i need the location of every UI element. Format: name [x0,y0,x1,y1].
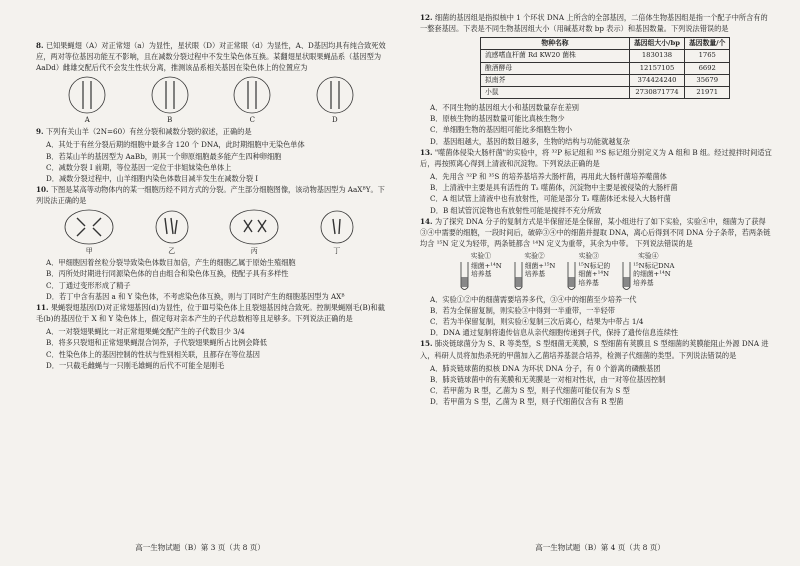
option: C．性染色体上的基因控制的性状与性别相关联，且都存在等位基因 [46,349,260,359]
option: C．丁通过变形形成了精子 [46,280,131,290]
test-tube-icon [622,262,631,292]
cell-division-diagrams [46,208,376,257]
cell-circle-icon [311,75,359,115]
dividing-cell-icon [315,208,359,246]
option: B．丙所处时期进行同源染色体的自由组合和染色体互换，使配子具有多样性 [46,269,289,279]
question-15: 15. 肺炎链球菌分为 S、R 等类型，S 型细菌无荚膜，S 型细菌有荚膜且 S 型细菌的荚膜能阻止外源 DNA 进入，科研人员将加热杀死的甲菌加入乙菌培养基混合培养，检测子代细菌的类型。下列说法错误的是 [420,339,769,360]
cell-circle-icon [63,75,111,115]
option: D．若甲菌为 S 型，乙菌为 R 型，则子代细菌仅含有 R 型菌 [430,397,624,407]
dividing-cell-icon [63,208,115,246]
option: A．肺炎链球菌的拟核 DNA 为环状 DNA 分子，有 0 个游离的磷酸基团 [430,363,661,373]
test-tube-icon [460,262,469,292]
question-8-stem: 已知果蝇翅（A）对正常翅（a）为显性，星状眼（D）对正常眼（d）为显性，A、D基因均具有纯合致死效应，两对等位基因功能互不影响，且在减数分裂过程中不发生染色体互换。某翻翅星状眼果蝇品系（基因型为 AaDd）雌雄交配后代不会发生性状分离，推测该品系相关基因在染色体上的位置应为 [36,41,386,73]
option: C．A 组试管上清液中也有放射性，可能是部分 T₂ 噬菌体还未侵入大肠杆菌 [430,194,671,204]
genome-table: 物种名称 基因组大小/bp 基因数量/个 流感嗜血杆菌 Rd KW20 菌株 1830138 1765 酿酒酵母 12157105 6692 拟南芥 374424240 35679 小鼠 2730871774 21971 [480,37,730,99]
option: C．减数分裂 I 前期，等位基因一定位于非姐妹染色单体上 [46,162,232,172]
experiment-3: 实验③ ¹⁵N标记的 细菌+¹⁴N 培养基 [567,251,610,292]
question-13: 13. "噬菌体侵染大肠杆菌"的实验中，将 ³²P 标记组和 ³⁵S 标记组分别定义为 A 组和 B 组。经过搅拌时间适宜后，再按照离心得到上清液和沉淀物。下列说法正确的是 [420,147,772,168]
chromosome-diagram-a: A [63,75,111,126]
cell-ding: 丁 [315,208,359,257]
question-14: 14. 为了探究 DNA 分子的复制方式是半保留还是全保留，某小组进行了如下实验，实验④中，细菌为了获得③④中需要的细胞，一段时间后，破碎③④中的细菌并提取 DNA，离心后得到不同 DNA 分子条带，若两条链均含 ¹⁵N 定义为轻带，两条链都含 ¹⁴N 定义为重带，其余为中带。 下列说法错误的是 [420,216,771,249]
option: D．B 组试管沉淀物也有放射性可能是搅拌不充分所致 [430,205,602,215]
option: D．基因组越大，基因的数目越多，生物的结构与功能就越复杂 [430,136,630,146]
page-footer: 高一生物试题（B）第 3 页（共 8 页） [135,543,265,553]
chromosome-diagram-d: D [311,75,359,126]
page-footer: 高一生物试题（B）第 4 页（共 8 页） [535,543,665,553]
table-row: 拟南芥 374424240 35679 [481,74,730,86]
page-4 [400,0,800,566]
experiment-1: 实验① 细菌+¹⁴N 培养基 [460,251,502,292]
option: A．其处于有丝分裂后期的细胞中最多含 120 个 DNA，此时期细胞中无染色单体 [46,140,305,150]
option: A．不同生物的基因组大小和基因数量存在差别 [430,103,579,113]
experiment-2: 实验② 细菌+¹⁵N 培养基 [514,251,556,292]
option: A．先用含 ³²P 和 ³⁵S 的培养基培养大肠杆菌，再用此大肠杆菌培养噬菌体 [430,172,667,182]
test-tube-icon [567,262,576,292]
cell-bing: 丙 [228,208,280,257]
option: D．一只截毛雌蝇与一只刚毛雄蝇的后代不可能全是刚毛 [46,360,225,370]
experiment-tubes [460,251,774,292]
option: A．一对裂翅果蝇比一对正常翅果蝇交配产生的子代数目少 3/4 [46,327,245,337]
cell-circle-icon [228,75,276,115]
option: D．减数分裂过程中，山羊细胞内染色体数目减半发生在减数分裂 I [46,173,259,183]
table-row: 小鼠 2730871774 21971 [481,87,730,99]
option: D．若丁中含有基因 a 和 Y 染色体，不考虑染色体互换，则与丁同时产生的细胞基因型为 AXᴮ [46,291,345,301]
table-row: 酿酒酵母 12157105 6692 [481,62,730,74]
option: C．若为半保留复制，则实验④复制三次后离心，结果为中带占 1/4 [430,317,644,327]
dividing-cell-icon [228,208,280,246]
option: B．上清液中主要是具有活性的 T₂ 噬菌体，沉淀物中主要是被侵染的大肠杆菌 [430,183,678,193]
question-12: 12. 细菌的基因组是指拟核中 1 个环状 DNA 上所含的全部基因，二倍体生物基因组是指一个配子中所含有的一整套基因。下表是不同生物基因组大小（用碱基对数 bp 表示）和基因数量。下列说法错误的是 [420,13,768,34]
option: C．单细胞生物的基因组可能比多细胞生物小 [430,125,573,135]
chromosome-diagrams [46,75,376,126]
option: B．将多只裂翅和正常翅果蝇混合饲养，子代裂翅果蝇所占比例会降低 [46,338,267,348]
question-8: 8. 已知果蝇翅（A）对正常翅（a）为显性，星状眼（D）对正常眼（d）为显性，A、D基因均具有纯合致死效应，两对等位基因功能互不影响，且在减数分裂过程中不发生染色体互换。某翻翅星状眼果蝇品系（基因型为 AaDd）雌雄交配后代不会发生性状分离，推测该品系相关基因在染色体上的位置应为 [36,41,386,73]
cell-jia: 甲 [63,208,115,257]
option: B．若为全保留复制，则实验③中得到一半重带，一半轻带 [430,305,615,315]
option: A．实验①②中的细菌需要培养多代，③④中的细菌至少培养一代 [430,294,637,304]
question-9: 9. 下列有关山羊（2N=60）有丝分裂和减数分裂的叙述，正确的是 [36,127,252,137]
cell-yi: 乙 [150,208,194,257]
option: C．若甲菌为 R 型，乙菌为 S 型，则子代细菌可能仅有为 S 型 [430,385,630,395]
option: B．若某山羊的基因型为 AaBb，则其一个卵原细胞最多能产生四种卵细胞 [46,151,282,161]
test-tube-icon [514,262,523,292]
table-row: 流感嗜血杆菌 Rd KW20 菌株 1830138 1765 [481,50,730,62]
option: B．原核生物的基因数量可能比真核生物少 [430,114,565,124]
option: B．肺炎链球菌中的有荚膜和无荚膜是一对相对性状，由一对等位基因控制 [430,374,666,384]
cell-circle-icon [146,75,194,115]
question-11: 11. 果蝇裂翅基因(D)对正常翅基因(d)为显性，位于Ⅲ号染色体上且裂翅基因纯合致死。控制果蝇刚毛(B)和截毛(b)的基因位于 X 和 Y 染色体上，假定每对亲本产生的子代总数相等且足够多。下列说法正确的是 [36,302,385,324]
chromosome-diagram-b: B [146,75,194,126]
chromosome-diagram-c: C [228,75,276,126]
question-10: 10. 下图是某高等动物体内的某一细胞历经不同方式的分裂。产生部分细胞图像，该动物基因型为 AaXᴮY。下列说法正确的是 [36,185,385,206]
option: D．DNA 通过复制将遗传信息从亲代细胞传递到子代，保持了遗传信息连续性 [430,328,679,338]
option: A．甲细胞因着丝粒分裂导致染色体数目加倍，产生的细胞乙属于原始生殖细胞 [46,258,296,268]
dividing-cell-icon [150,208,194,246]
experiment-4: 实验④ ¹⁵N标记DNA 的细菌+¹⁴N 培养基 [622,251,674,292]
